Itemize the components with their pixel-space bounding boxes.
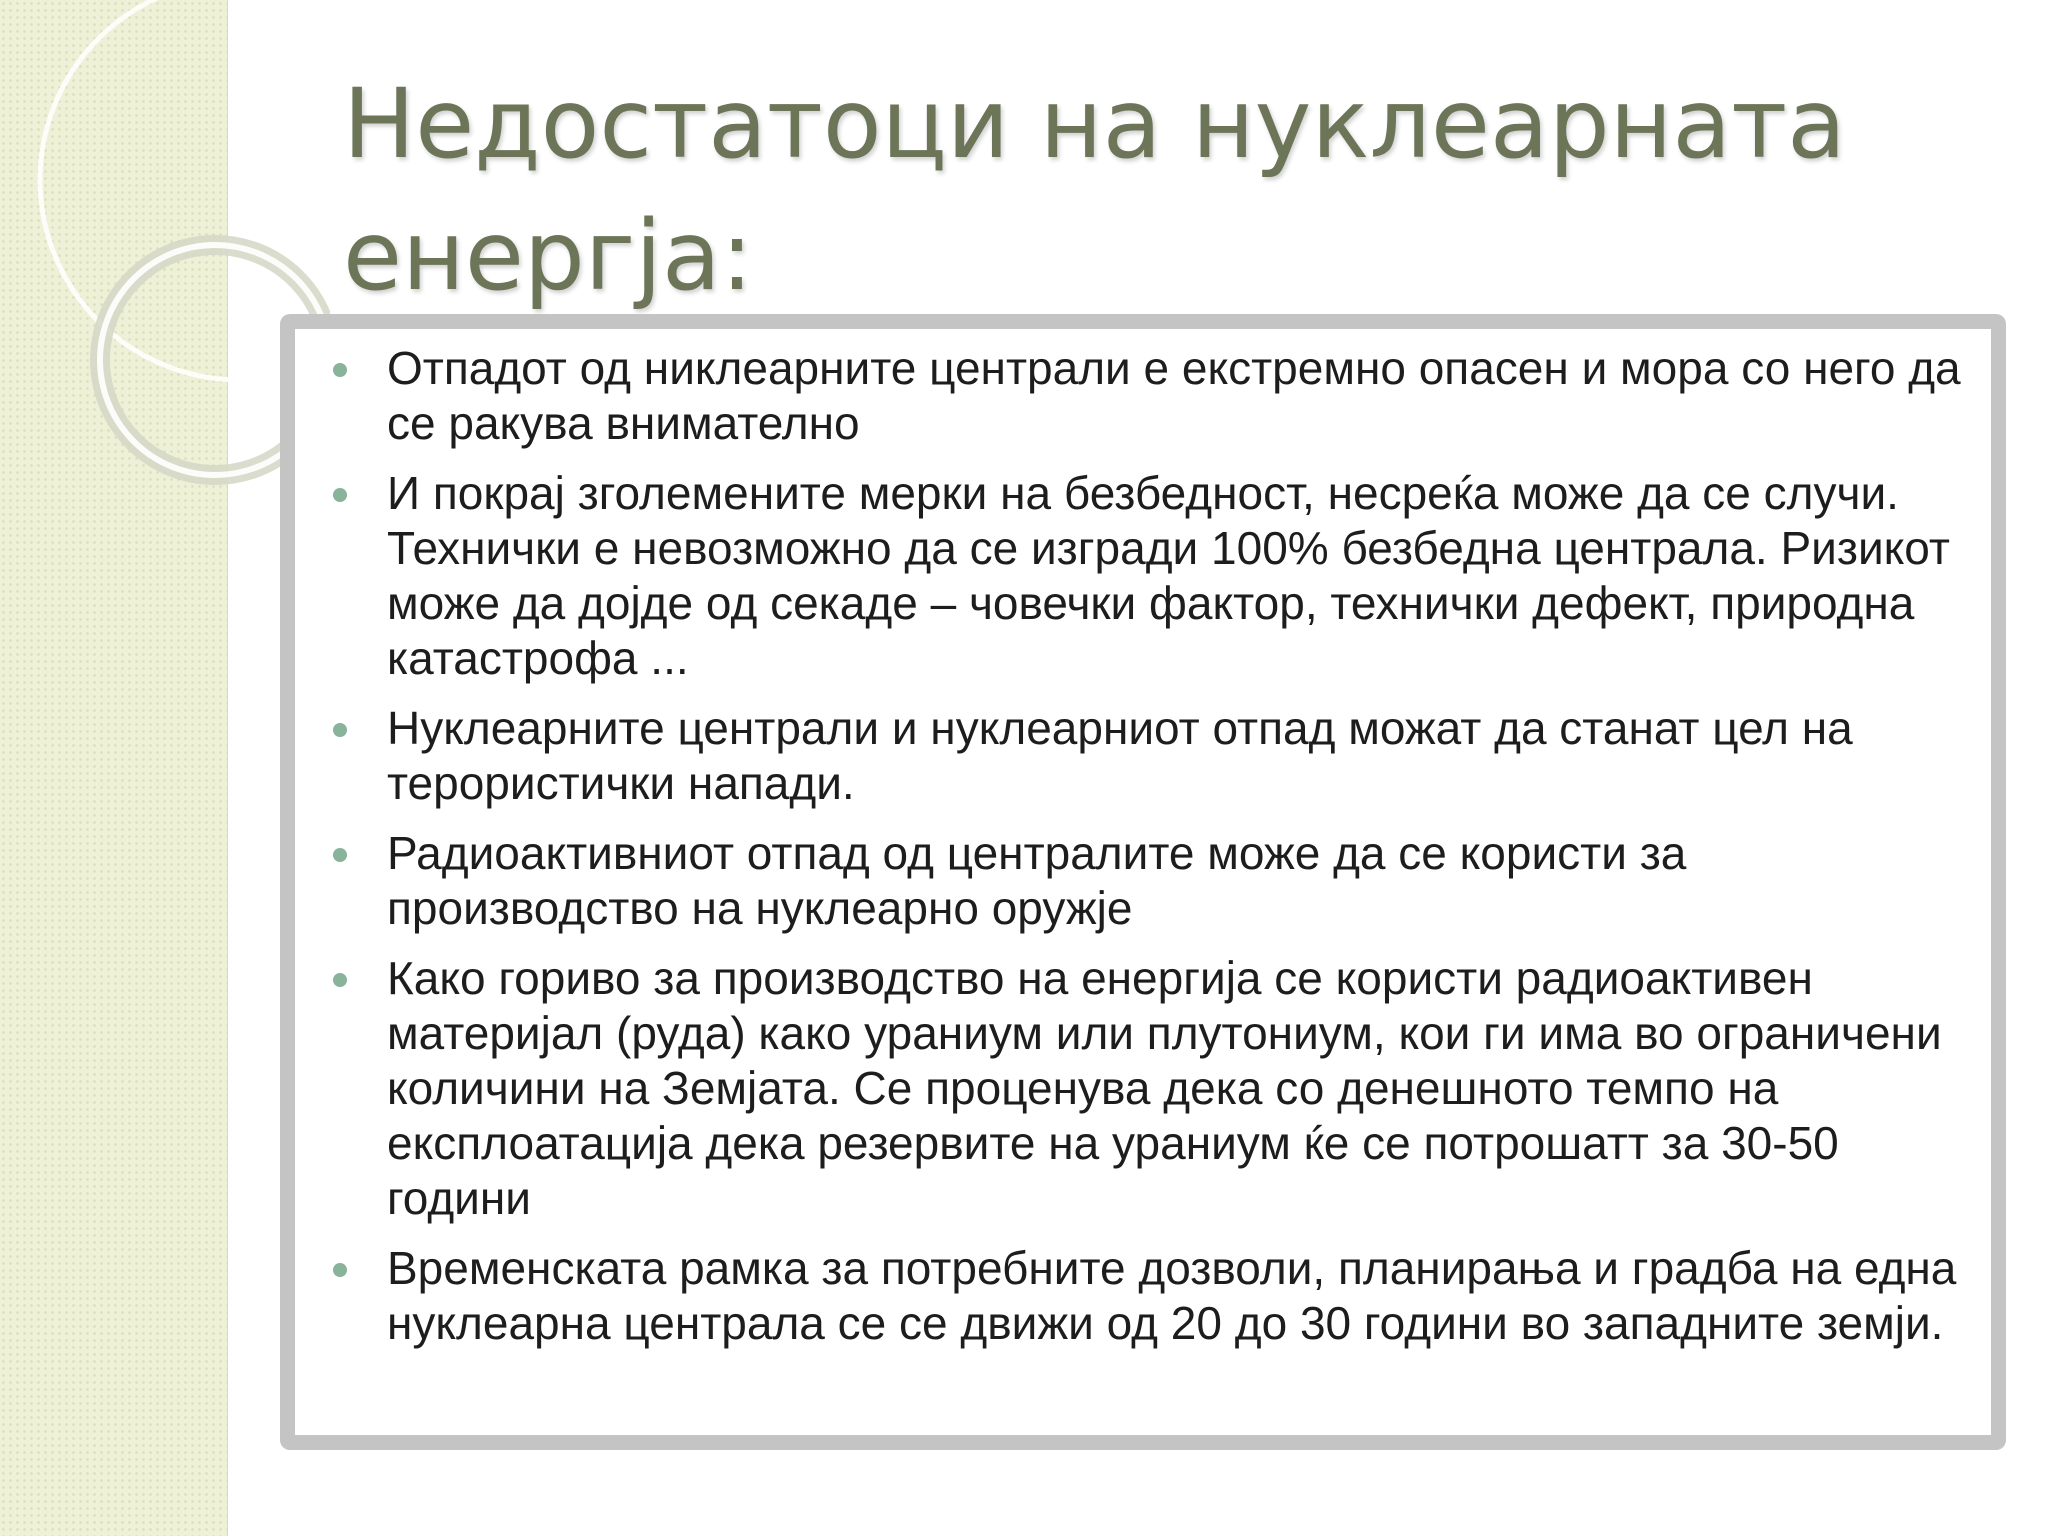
bullet-dot-icon [333, 848, 347, 862]
bullet-dot-icon [333, 973, 347, 987]
bullet-item [355, 466, 1980, 686]
bullet-dot-icon [333, 723, 347, 737]
bullet-dot-icon [333, 488, 347, 502]
bullet-list [355, 341, 1980, 1366]
bullet-text: И покрај зголемените мерки на безбедност, несреќа може да се случи. Технички е невозможно да се изгради 100% безбедна централа. Ризикот може да дојде од секаде – човечки фактор, технички дефект, природна катастрофа ... [387, 467, 1950, 684]
bullet-text: Временската рамка за потребните дозволи, планирања и градба на една нуклеарна централа се се движи од 20 до 30 години во западните земји. [387, 1242, 1957, 1349]
slide-title: Недостатоци на нуклеарната енергја: [343, 68, 1846, 312]
bullet-item [355, 1241, 1980, 1351]
bullet-dot-icon [333, 363, 347, 377]
bullet-item [355, 701, 1980, 811]
bullet-item [355, 951, 1980, 1226]
bullet-text: Отпадот од никлеарните централи е екстремно опасен и мора со него да се ракува внимателно [387, 342, 1961, 449]
bullet-text: Радиоактивниот отпад од централите може да се користи за производство на нуклеарно оружје [387, 827, 1687, 934]
bullet-dot-icon [333, 1263, 347, 1277]
bullet-text: Нуклеарните централи и нуклеарниот отпад можат да станат цел на терористички напади. [387, 702, 1853, 809]
bullet-item [355, 826, 1980, 936]
bullet-item [355, 341, 1980, 451]
content-box [280, 314, 2006, 1450]
bullet-text: Како гориво за производство на енергија се користи радиоактивен материјал (руда) како ураниум или плутониум, кои ги има во ограничени количини на Земјата. Се проценува дека со денешното темпо на експлоатација дека резервите на ураниум ќе се потрошатт за 30-50 години [387, 952, 1942, 1224]
